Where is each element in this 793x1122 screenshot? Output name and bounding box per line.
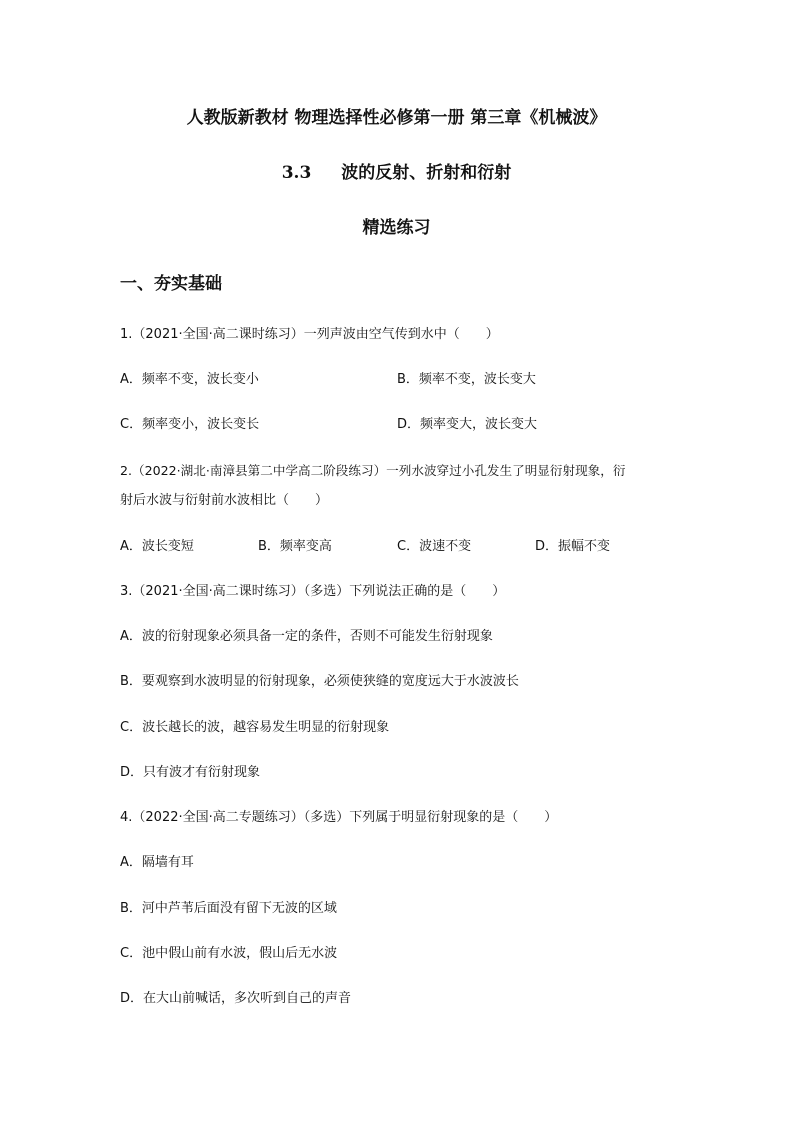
question-4-option-d: D．在大山前喊话，多次听到自己的声音 (120, 991, 352, 1006)
question-2-stem-line2: 射后水波与衍射前水波相比（ ） (120, 493, 329, 508)
question-2-option-d: D．振幅不变 (535, 539, 611, 554)
question-3-option-d: D．只有波才有衍射现象 (120, 765, 261, 780)
document-title: 人教版新教材 物理选择性必修第一册 第三章《机械波》 (186, 108, 607, 128)
question-2-stem-line1: 2.（2022·湖北·南漳县第二中学高二阶段练习）一列水波穿过小孔发生了明显衍射现象，衍 (120, 463, 626, 478)
question-1-option-c: C．频率变小，波长变长 (120, 417, 260, 432)
question-4-option-b: B．河中芦苇后面没有留下无波的区域 (120, 901, 337, 916)
question-2-option-a: A．波长变短 (120, 539, 194, 554)
section-title: 波的反射、折射和衍射 (341, 163, 512, 183)
section-number: 3.3 (281, 163, 312, 183)
document-subtitle: 精选练习 (362, 218, 431, 238)
question-4-stem: 4.（2022·全国·高二专题练习）（多选）下列属于明显衍射现象的是（ ） (120, 810, 558, 825)
question-1-option-d: D．频率变大，波长变大 (397, 417, 538, 432)
question-3-option-c: C．波长越长的波，越容易发生明显的衍射现象 (120, 720, 390, 735)
part-heading: 一、夯实基础 (120, 274, 222, 294)
section-heading (0, 162, 793, 184)
question-4-option-a: A．隔墙有耳 (120, 855, 194, 870)
question-1-option-b: B．频率不变，波长变大 (397, 372, 536, 387)
question-3-stem: 3.（2021·全国·高二课时练习）（多选）下列说法正确的是（ ） (120, 584, 506, 599)
question-4-option-c: C．池中假山前有水波，假山后无水波 (120, 946, 338, 961)
question-2-option-b: B．频率变高 (258, 539, 332, 554)
question-3-option-a: A．波的衍射现象必须具备一定的条件，否则不可能发生衍射现象 (120, 629, 493, 644)
question-3-option-b: B．要观察到水波明显的衍射现象，必须使狭缝的宽度远大于水波波长 (120, 674, 519, 689)
question-1-stem: 1.（2021·全国·高二课时练习）一列声波由空气传到水中（ ） (120, 327, 499, 342)
question-1-option-a: A．频率不变，波长变小 (120, 372, 259, 387)
question-2-option-c: C．波速不变 (397, 539, 472, 554)
